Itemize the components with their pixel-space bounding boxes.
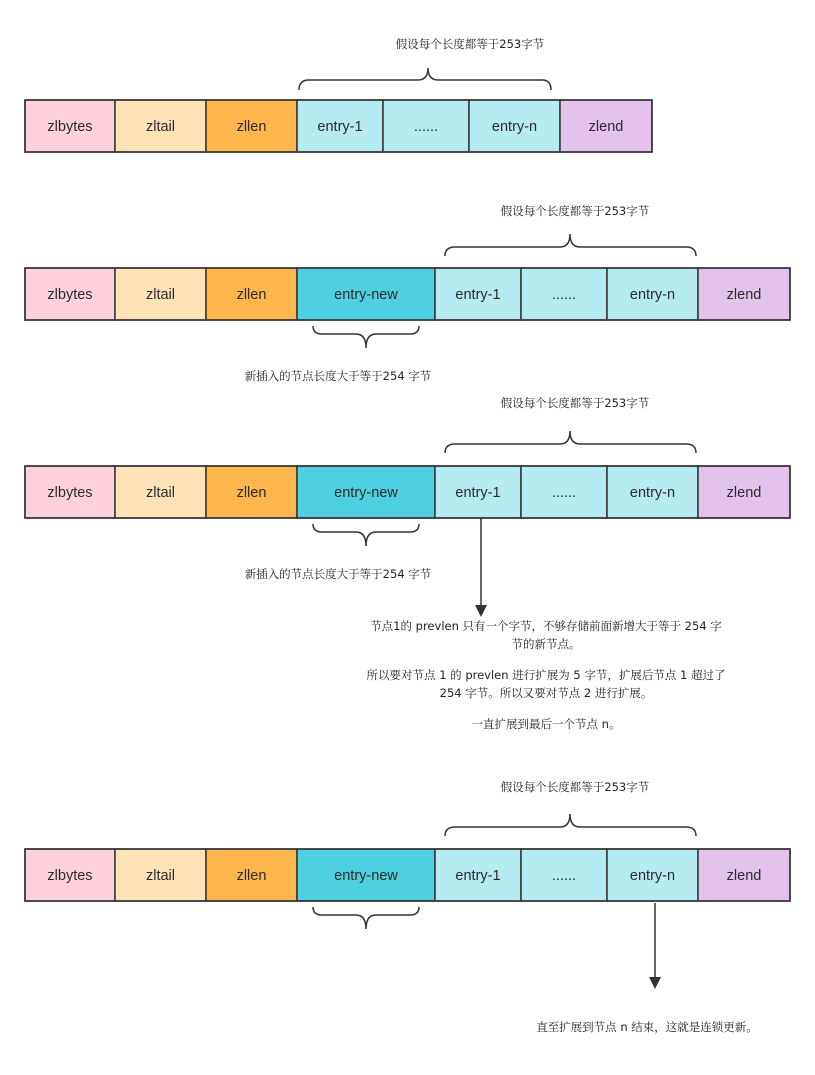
assumption-label-1: 假设每个长度都等于253字节: [395, 37, 545, 51]
ziplist-row-3: [25, 466, 790, 518]
cell-label: zllen: [236, 287, 267, 303]
cell-ellipsis: [521, 268, 607, 320]
cell-entry-new: [297, 268, 435, 320]
cell-label: entry-n: [629, 287, 676, 303]
cell-label: entry-n: [629, 868, 676, 884]
assumption-label-4: 假设每个长度都等于253字节: [500, 780, 650, 794]
cell-label: entry-new: [334, 485, 398, 501]
brace-bottom-3: [313, 524, 419, 546]
cell-zlbytes: [25, 100, 115, 152]
cell-label: zlend: [726, 485, 762, 501]
ziplist-row-4: [25, 849, 790, 901]
cell-label: ......: [551, 868, 577, 884]
cell-label: ......: [551, 287, 577, 303]
cell-zllen: [206, 466, 297, 518]
cell-zlend: [698, 849, 790, 901]
arrowhead-2: [649, 977, 661, 989]
arrowhead-1: [475, 605, 487, 617]
cell-entry-1: [435, 849, 521, 901]
cell-zltail: [115, 849, 206, 901]
cell-label: zltail: [145, 485, 176, 501]
cell-zlend: [698, 268, 790, 320]
cell-label: zlend: [726, 868, 762, 884]
cell-entry-new: [297, 466, 435, 518]
explanation-line-4: 254 字节。所以又要对节点 2 进行扩展。: [439, 686, 653, 700]
cell-label: entry-1: [455, 868, 501, 884]
cell-ellipsis: [521, 466, 607, 518]
ziplist-row-1: [25, 100, 652, 152]
cell-zlend: [698, 466, 790, 518]
ziplist-row-2: [25, 268, 790, 320]
cell-label: entry-n: [491, 119, 538, 135]
brace-top-4: [445, 814, 696, 836]
explanation-line-1: 节点1的 prevlen 只有一个字节，不够存储前面新增大于等于 254 字: [370, 619, 722, 633]
cell-entry-n: [607, 466, 698, 518]
cell-label: entry-1: [455, 485, 501, 501]
cell-label: entry-1: [317, 119, 363, 135]
new-entry-label-2: 新插入的节点长度大于等于254 字节: [244, 369, 432, 383]
cell-label: entry-new: [334, 287, 398, 303]
cell-zltail: [115, 100, 206, 152]
cell-zllen: [206, 268, 297, 320]
cell-label: ......: [413, 119, 439, 135]
cell-label: ......: [551, 485, 577, 501]
cell-label: entry-1: [455, 287, 501, 303]
cell-zlbytes: [25, 268, 115, 320]
cell-label: zlend: [588, 119, 624, 135]
cell-label: zlbytes: [47, 485, 93, 501]
cell-label: zlbytes: [47, 287, 93, 303]
brace-top-3: [445, 431, 696, 453]
conclusion-text: 直至扩展到节点 n 结束，这就是连锁更新。: [536, 1020, 758, 1034]
cell-entry-1: [435, 268, 521, 320]
cell-ellipsis: [383, 100, 469, 152]
explanation-line-5: 一直扩展到最后一个节点 n。: [471, 717, 621, 731]
explanation-line-2: 节的新节点。: [511, 637, 581, 651]
brace-bottom-2: [313, 326, 419, 348]
cell-label: zllen: [236, 868, 267, 884]
cell-entry-1: [297, 100, 383, 152]
assumption-label-2: 假设每个长度都等于253字节: [500, 204, 650, 218]
cell-entry-n: [607, 268, 698, 320]
cell-entry-new: [297, 849, 435, 901]
cell-label: zltail: [145, 868, 176, 884]
cell-label: entry-new: [334, 868, 398, 884]
explanation-line-3: 所以要对节点 1 的 prevlen 进行扩展为 5 字节，扩展后节点 1 超过了: [366, 668, 726, 682]
cell-label: zlbytes: [47, 868, 93, 884]
cell-zlbytes: [25, 849, 115, 901]
cell-entry-n: [607, 849, 698, 901]
cell-label: zltail: [145, 287, 176, 303]
cell-zltail: [115, 466, 206, 518]
brace-top-2: [445, 234, 696, 256]
cell-label: zlend: [726, 287, 762, 303]
new-entry-label-3: 新插入的节点长度大于等于254 字节: [244, 567, 432, 581]
cell-zllen: [206, 849, 297, 901]
cell-ellipsis: [521, 849, 607, 901]
cell-zllen: [206, 100, 297, 152]
cell-label: zllen: [236, 485, 267, 501]
cell-label: zlbytes: [47, 119, 93, 135]
assumption-label-3: 假设每个长度都等于253字节: [500, 396, 650, 410]
cell-label: zltail: [145, 119, 176, 135]
brace-top-1: [299, 68, 551, 90]
cell-label: zllen: [236, 119, 267, 135]
cell-zltail: [115, 268, 206, 320]
cell-entry-1: [435, 466, 521, 518]
cell-label: entry-n: [629, 485, 676, 501]
cell-entry-n: [469, 100, 560, 152]
cell-zlbytes: [25, 466, 115, 518]
cell-zlend: [560, 100, 652, 152]
brace-bottom-4: [313, 907, 419, 929]
